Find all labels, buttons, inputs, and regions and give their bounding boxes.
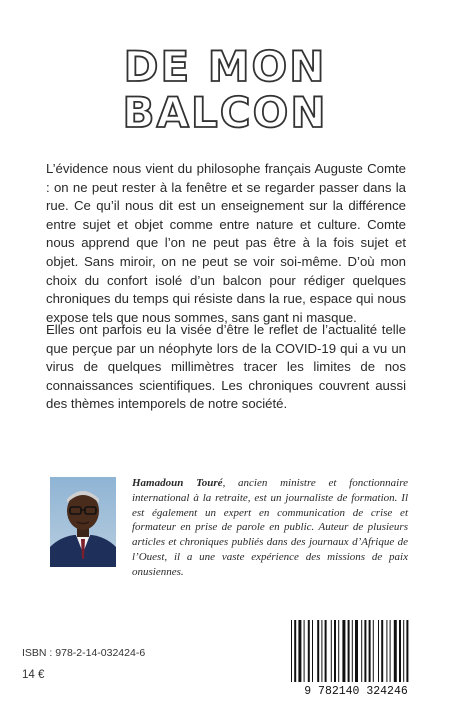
barcode (283, 618, 429, 698)
author-bio-text: , ancien ministre et fonctionnaire international à la retraite, est un journaliste de formation. Il est également un expert en communication de crise et formateur en prise de parole en public. Auteur de plusieurs articles et chroniques publiés dans des journaux d’Afrique de l’Ouest, il a une vaste expérience des missions de paix onusiennes. (132, 477, 408, 578)
book-title-line-1: DE MON (123, 42, 327, 91)
barcode-bar (361, 620, 362, 682)
author-photo (50, 477, 116, 567)
blurb-paragraph-1: L’évidence nous vient du philosophe français Auguste Comte : on ne peut rester à la fenêtre et se regarder passer dans la rue. Ce qu’il nous dit est un enseignement sur la différence entre sujet et objet comme entre nature et culture. Comte nous apprend que l’on ne peut pas être à la fois sujet et objet. Sans miroir, on ne peut se voir soi-même. D’où mon choix du confort isolé d’un balcon pour rédiger quelques chroniques du temps qui résiste dans la rue, espace qui nous expose tels que nous sommes, sans gant ni masque. (46, 161, 406, 325)
barcode-bar (334, 620, 336, 682)
barcode-bar (399, 620, 401, 682)
barcode-bar (342, 620, 345, 682)
barcode-bar (325, 620, 327, 682)
book-title-line-2: BALCON (122, 88, 328, 137)
barcode-bar (386, 620, 387, 682)
author-bio (132, 476, 408, 580)
barcode-bar (373, 620, 374, 682)
barcode-bar (352, 620, 353, 682)
barcode-bar (355, 620, 358, 682)
barcode-bar (406, 620, 408, 682)
barcode-bar (298, 620, 301, 682)
barcode-bar (304, 620, 305, 682)
barcode-bar (394, 620, 397, 682)
barcode-digits: 9 782140 324246 (304, 685, 408, 698)
barcode-bar (294, 620, 296, 682)
barcode-bar (308, 620, 310, 682)
barcode-bar (321, 620, 322, 682)
barcode-bar (369, 620, 371, 682)
barcode-bar (331, 620, 332, 682)
isbn: ISBN : 978-2-14-032424-6 (22, 647, 146, 659)
blurb-paragraph-2: Elles ont parfois eu la visée d’être le reflet de l’actualité telle que perçue par un néophyte lors de la COVID-19 qui a vu un virus de quelques millimètres tracer les limites de nos connaissances scientifiques. Les chroniques couvrent aussi des thèmes intemporels de notre société. (46, 322, 406, 412)
barcode-bar (378, 620, 379, 682)
barcode-bar (403, 620, 404, 682)
barcode-bar (348, 620, 350, 682)
barcode-bar (381, 620, 383, 682)
barcode-bar (291, 620, 292, 682)
barcode-bar (317, 620, 319, 682)
barcode-bar (364, 620, 366, 682)
barcode-bar (338, 620, 339, 682)
barcode-bar (312, 620, 313, 682)
author-name: Hamadoun Touré (132, 477, 223, 489)
price: 14 € (22, 669, 45, 681)
barcode-bar (390, 620, 391, 682)
